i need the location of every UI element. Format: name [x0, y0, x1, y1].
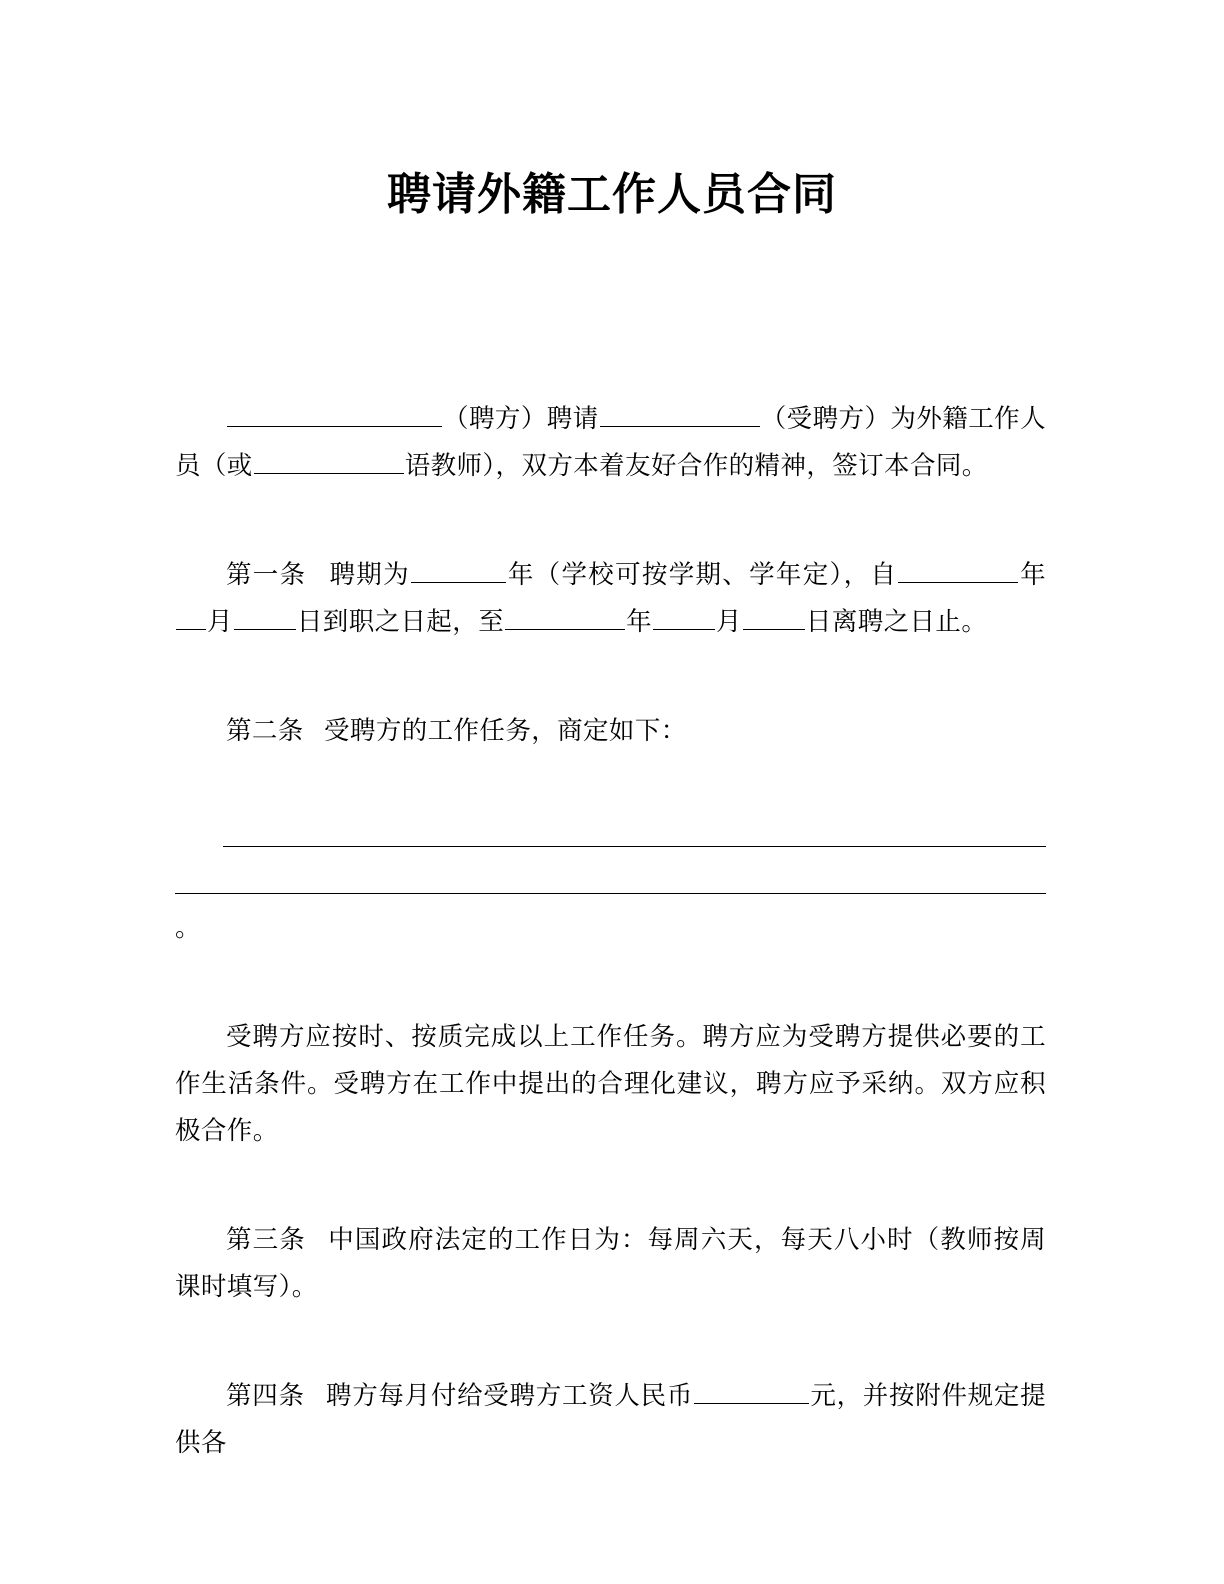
- article-1-text-6: 年: [626, 607, 653, 636]
- spacer: [175, 1310, 1046, 1372]
- preamble-text-2: （受聘方）为外籍工作人: [760, 404, 1046, 433]
- blank-start-year[interactable]: [898, 555, 1018, 583]
- article-4-paragraph: [175, 1372, 1046, 1466]
- blank-end-year[interactable]: [505, 602, 625, 630]
- blank-employee[interactable]: [600, 399, 760, 427]
- article-1-text-7: 月: [716, 607, 742, 636]
- spacer: [175, 951, 1046, 1013]
- article-1-text-5: 日到职之日起，至: [296, 607, 505, 636]
- article-4-label: 第四条: [226, 1381, 305, 1410]
- article-2-text: 受聘方的工作任务，商定如下：: [324, 716, 687, 745]
- article-1-text-3: 年: [1019, 560, 1047, 589]
- article-3-label: 第三条: [226, 1225, 306, 1254]
- preamble-text-3: 员（或: [175, 451, 253, 480]
- spacer: [175, 754, 1046, 810]
- blank-start-month[interactable]: [176, 602, 206, 630]
- blank-end-month[interactable]: [653, 602, 715, 630]
- blank-employer[interactable]: [227, 399, 442, 427]
- blank-duties-line-1[interactable]: [175, 810, 1046, 857]
- article-1-label: 第一条: [226, 560, 307, 589]
- article-2-fill-period: 。: [175, 913, 201, 942]
- article-1-paragraph: [175, 551, 1046, 645]
- rule: [175, 893, 1046, 894]
- article-3-text: 中国政府法定的工作日为：每周六天，每天八小时（教师按周课时填写）。: [175, 1225, 1046, 1301]
- preamble-text-1: （聘方）聘请: [443, 404, 599, 433]
- article-2-body-paragraph: 受聘方应按时、按质完成以上工作任务。聘方应为受聘方提供必要的工作生活条件。受聘方在工作中提出的合理化建议，聘方应予采纳。双方应积极合作。: [175, 1022, 1046, 1145]
- article-1-text-1: 聘期为: [329, 560, 410, 589]
- blank-language[interactable]: [254, 446, 404, 474]
- article-2-paragraph: [175, 707, 1046, 754]
- article-4-text-2: 元，并按附件规定提供各: [175, 1381, 1047, 1457]
- blank-duties-line-2[interactable]: [175, 857, 1046, 904]
- spacer: [175, 489, 1046, 551]
- document-body: [175, 395, 1046, 1466]
- spacer: [175, 645, 1046, 707]
- article-3-paragraph: [175, 1216, 1046, 1310]
- article-1-text-4: 月: [207, 607, 233, 636]
- spacer: [175, 1154, 1046, 1216]
- preamble-text-4: 语教师），双方本着友好合作的精神，签订本合同。: [404, 451, 988, 480]
- blank-term-years[interactable]: [411, 555, 506, 583]
- article-2-label: 第二条: [226, 716, 304, 745]
- article-4-text-1: 聘方每月付给受聘方工资人民币: [325, 1381, 694, 1410]
- preamble-paragraph: [175, 395, 1046, 489]
- page-title: 聘请外籍工作人员合同: [387, 170, 837, 220]
- blank-end-day[interactable]: [743, 602, 805, 630]
- rule: [223, 846, 1046, 847]
- article-1-text-2: 年（学校可按学期、学年定），自: [506, 560, 898, 589]
- blank-start-day[interactable]: [234, 602, 296, 630]
- article-1-text-8: 日离聘之日止。: [805, 607, 988, 636]
- blank-salary-amount[interactable]: [694, 1376, 809, 1404]
